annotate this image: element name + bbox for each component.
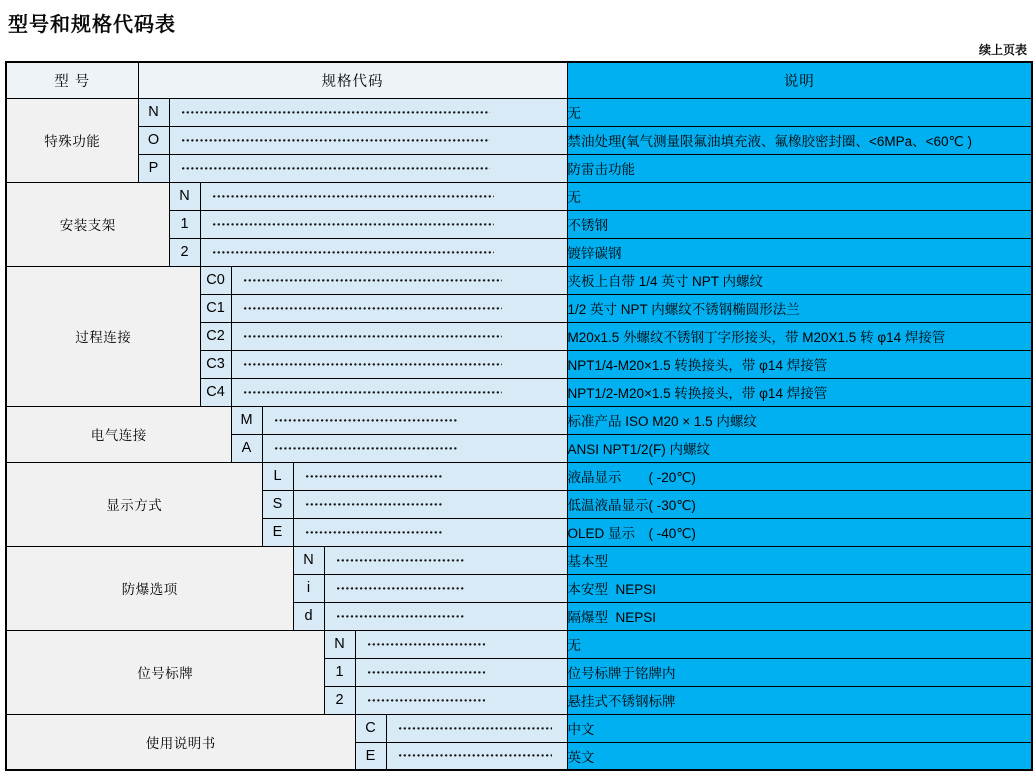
description-cell: 悬挂式不锈钢标牌 bbox=[567, 686, 1032, 714]
description-cell: 英文 bbox=[567, 742, 1032, 770]
dotted-leader bbox=[306, 531, 442, 534]
dotted-leader bbox=[244, 335, 502, 338]
dotted-leader bbox=[244, 363, 502, 366]
spec-row bbox=[6, 266, 1032, 294]
continued-note: 续上页表 bbox=[978, 43, 1027, 57]
spec-row bbox=[6, 630, 1032, 658]
spec-row bbox=[6, 406, 1032, 434]
dotted-leader bbox=[337, 559, 464, 562]
dotted-leader bbox=[244, 391, 502, 394]
dots-cell bbox=[231, 350, 567, 378]
dots-cell bbox=[386, 714, 567, 742]
dotted-leader bbox=[244, 307, 502, 310]
description-cell: 不锈钢 bbox=[567, 210, 1032, 238]
spec-row bbox=[6, 98, 1032, 126]
dots-cell bbox=[200, 182, 567, 210]
dots-cell bbox=[200, 210, 567, 238]
code-cell: M bbox=[231, 406, 262, 434]
spec-code-table bbox=[5, 61, 1033, 771]
spec-table-body bbox=[6, 62, 1032, 770]
category-cell: 过程连接 bbox=[6, 266, 200, 406]
dots-cell bbox=[262, 434, 567, 462]
code-cell: i bbox=[293, 574, 324, 602]
description-cell: 标准产品 ISO M20 × 1.5 内螺纹 bbox=[567, 406, 1032, 434]
description-cell: 低温液晶显示( -30℃) bbox=[567, 490, 1032, 518]
code-cell: P bbox=[138, 154, 169, 182]
description-cell: 液晶显示 ( -20℃) bbox=[567, 462, 1032, 490]
dotted-leader bbox=[182, 139, 490, 142]
dots-cell bbox=[169, 154, 567, 182]
description-cell: 防雷击功能 bbox=[567, 154, 1032, 182]
description-cell: OLED 显示 ( -40℃) bbox=[567, 518, 1032, 546]
description-cell: 隔爆型 NEPSI bbox=[567, 602, 1032, 630]
description-cell: 无 bbox=[567, 182, 1032, 210]
code-cell: N bbox=[324, 630, 355, 658]
code-cell: 1 bbox=[169, 210, 200, 238]
dots-cell bbox=[231, 378, 567, 406]
dots-cell bbox=[355, 630, 567, 658]
dots-cell bbox=[324, 602, 567, 630]
spec-row bbox=[6, 154, 1032, 182]
dotted-leader bbox=[275, 447, 457, 450]
page-title: 型号和规格代码表 bbox=[8, 14, 176, 36]
code-cell: N bbox=[138, 98, 169, 126]
description-cell: M20x1.5 外螺纹不锈钢丁字形接头，带 M20X1.5 转 φ14 焊接管 bbox=[567, 322, 1032, 350]
dots-cell bbox=[262, 406, 567, 434]
category-cell: 特殊功能 bbox=[6, 98, 138, 182]
description-cell: 禁油处理(氧气测量限氟油填充液、氟橡胶密封圈、<6MPa、<60℃ ) bbox=[567, 126, 1032, 154]
category-cell: 安装支架 bbox=[6, 182, 169, 266]
dotted-leader bbox=[399, 754, 552, 757]
dots-cell bbox=[355, 658, 567, 686]
dots-cell bbox=[324, 574, 567, 602]
spec-row bbox=[6, 126, 1032, 154]
description-cell: ANSI NPT1/2(F) 内螺纹 bbox=[567, 434, 1032, 462]
code-cell: N bbox=[293, 546, 324, 574]
dots-cell bbox=[169, 98, 567, 126]
dotted-leader bbox=[306, 475, 442, 478]
code-cell: O bbox=[138, 126, 169, 154]
dotted-leader bbox=[337, 587, 464, 590]
category-cell: 使用说明书 bbox=[6, 714, 355, 770]
dots-cell bbox=[231, 294, 567, 322]
dots-cell bbox=[231, 266, 567, 294]
dotted-leader bbox=[182, 111, 490, 114]
code-cell: C0 bbox=[200, 266, 231, 294]
dots-cell bbox=[293, 462, 567, 490]
dotted-leader bbox=[337, 615, 464, 618]
column-header-spec-code: 规格代码 bbox=[138, 62, 567, 98]
dotted-leader bbox=[182, 167, 490, 170]
dotted-leader bbox=[306, 503, 442, 506]
dots-cell bbox=[355, 686, 567, 714]
header-row bbox=[6, 62, 1032, 98]
dotted-leader bbox=[275, 419, 457, 422]
dotted-leader bbox=[213, 223, 494, 226]
description-cell: 中文 bbox=[567, 714, 1032, 742]
dotted-leader bbox=[368, 671, 485, 674]
description-cell: 位号标牌于铭牌内 bbox=[567, 658, 1032, 686]
description-cell: NPT1/4-M20×1.5 转换接头，带 φ14 焊接管 bbox=[567, 350, 1032, 378]
category-cell: 电气连接 bbox=[6, 406, 231, 462]
spec-row bbox=[6, 182, 1032, 210]
spec-row bbox=[6, 546, 1032, 574]
code-cell: L bbox=[262, 462, 293, 490]
dots-cell bbox=[324, 546, 567, 574]
code-cell: C1 bbox=[200, 294, 231, 322]
dots-cell bbox=[231, 322, 567, 350]
spec-row bbox=[6, 462, 1032, 490]
code-cell: S bbox=[262, 490, 293, 518]
code-cell: 2 bbox=[169, 238, 200, 266]
spec-row bbox=[6, 714, 1032, 742]
dots-cell bbox=[169, 126, 567, 154]
category-cell: 显示方式 bbox=[6, 462, 262, 546]
dotted-leader bbox=[213, 251, 494, 254]
description-cell: 无 bbox=[567, 98, 1032, 126]
code-cell: A bbox=[231, 434, 262, 462]
dots-cell bbox=[386, 742, 567, 770]
column-header-description: 说明 bbox=[567, 62, 1032, 98]
code-cell: 1 bbox=[324, 658, 355, 686]
code-cell: C bbox=[355, 714, 386, 742]
code-cell: C2 bbox=[200, 322, 231, 350]
description-cell: NPT1/2-M20×1.5 转换接头，带 φ14 焊接管 bbox=[567, 378, 1032, 406]
dotted-leader bbox=[399, 727, 552, 730]
code-cell: 2 bbox=[324, 686, 355, 714]
description-cell: 基本型 bbox=[567, 546, 1032, 574]
description-cell: 夹板上自带 1/4 英寸 NPT 内螺纹 bbox=[567, 266, 1032, 294]
category-cell: 防爆选项 bbox=[6, 546, 293, 630]
code-cell: C4 bbox=[200, 378, 231, 406]
description-cell: 本安型 NEPSI bbox=[567, 574, 1032, 602]
dots-cell bbox=[200, 238, 567, 266]
column-header-model: 型 号 bbox=[6, 62, 138, 98]
dots-cell bbox=[293, 518, 567, 546]
dotted-leader bbox=[368, 643, 485, 646]
code-cell: d bbox=[293, 602, 324, 630]
dotted-leader bbox=[244, 279, 502, 282]
dots-cell bbox=[293, 490, 567, 518]
code-cell: E bbox=[355, 742, 386, 770]
description-cell: 无 bbox=[567, 630, 1032, 658]
code-cell: C3 bbox=[200, 350, 231, 378]
dotted-leader bbox=[213, 195, 494, 198]
code-cell: N bbox=[169, 182, 200, 210]
category-cell: 位号标牌 bbox=[6, 630, 324, 714]
description-cell: 1/2 英寸 NPT 内螺纹不锈钢椭圆形法兰 bbox=[567, 294, 1032, 322]
dotted-leader bbox=[368, 699, 485, 702]
description-cell: 镀锌碳钢 bbox=[567, 238, 1032, 266]
code-cell: E bbox=[262, 518, 293, 546]
